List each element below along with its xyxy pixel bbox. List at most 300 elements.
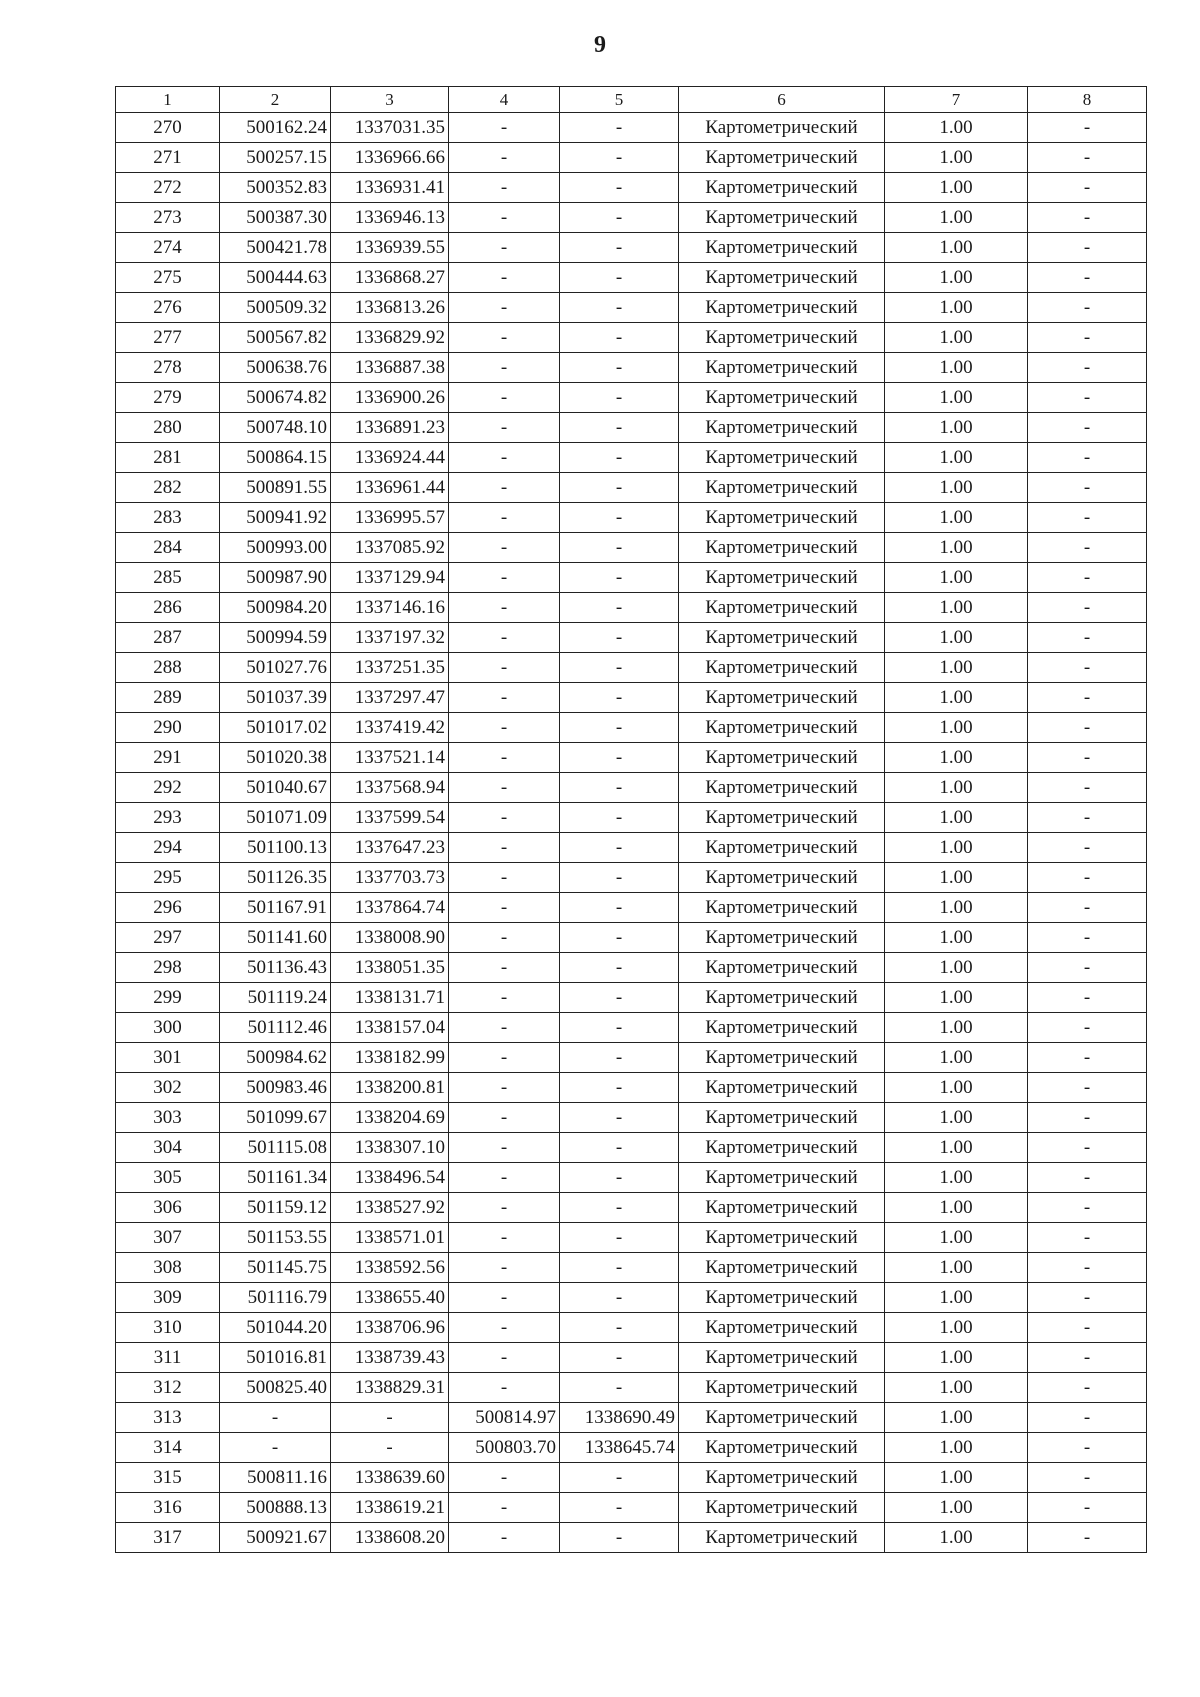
accuracy-cell: 1.00 bbox=[885, 1133, 1028, 1163]
x-coordinate-alt-cell: - bbox=[449, 683, 560, 713]
note-cell: - bbox=[1028, 473, 1147, 503]
x-coordinate-cell: 500987.90 bbox=[220, 563, 331, 593]
accuracy-cell: 1.00 bbox=[885, 263, 1028, 293]
x-coordinate-alt-cell: - bbox=[449, 143, 560, 173]
y-coordinate-cell: 1336900.26 bbox=[331, 383, 449, 413]
method-cell: Картометрический bbox=[679, 653, 885, 683]
x-coordinate-alt-cell: - bbox=[449, 1193, 560, 1223]
method-cell: Картометрический bbox=[679, 1403, 885, 1433]
accuracy-cell: 1.00 bbox=[885, 683, 1028, 713]
x-coordinate-alt-cell: - bbox=[449, 1523, 560, 1553]
method-cell: Картометрический bbox=[679, 1253, 885, 1283]
y-coordinate-cell: 1337197.32 bbox=[331, 623, 449, 653]
point-number-cell: 306 bbox=[116, 1193, 220, 1223]
point-number-cell: 274 bbox=[116, 233, 220, 263]
method-cell: Картометрический bbox=[679, 1043, 885, 1073]
accuracy-cell: 1.00 bbox=[885, 713, 1028, 743]
y-coordinate-cell: 1338131.71 bbox=[331, 983, 449, 1013]
table-row bbox=[116, 1373, 1147, 1403]
accuracy-cell: 1.00 bbox=[885, 1223, 1028, 1253]
y-coordinate-cell: 1337419.42 bbox=[331, 713, 449, 743]
point-number-cell: 317 bbox=[116, 1523, 220, 1553]
y-coordinate-alt-cell: - bbox=[560, 383, 679, 413]
table-row bbox=[116, 1493, 1147, 1523]
page-number: 9 bbox=[594, 32, 606, 58]
note-cell: - bbox=[1028, 1223, 1147, 1253]
table-row bbox=[116, 1433, 1147, 1463]
accuracy-cell: 1.00 bbox=[885, 623, 1028, 653]
table-row bbox=[116, 143, 1147, 173]
note-cell: - bbox=[1028, 1433, 1147, 1463]
y-coordinate-cell: 1337703.73 bbox=[331, 863, 449, 893]
method-cell: Картометрический bbox=[679, 923, 885, 953]
note-cell: - bbox=[1028, 683, 1147, 713]
y-coordinate-cell: 1338051.35 bbox=[331, 953, 449, 983]
accuracy-cell: 1.00 bbox=[885, 1463, 1028, 1493]
table-row bbox=[116, 773, 1147, 803]
point-number-cell: 315 bbox=[116, 1463, 220, 1493]
method-cell: Картометрический bbox=[679, 593, 885, 623]
y-coordinate-cell: 1336813.26 bbox=[331, 293, 449, 323]
note-cell: - bbox=[1028, 1253, 1147, 1283]
point-number-cell: 311 bbox=[116, 1343, 220, 1373]
table-row bbox=[116, 593, 1147, 623]
x-coordinate-alt-cell: - bbox=[449, 773, 560, 803]
accuracy-cell: 1.00 bbox=[885, 293, 1028, 323]
x-coordinate-cell: 501027.76 bbox=[220, 653, 331, 683]
x-coordinate-cell: 501040.67 bbox=[220, 773, 331, 803]
method-cell: Картометрический bbox=[679, 833, 885, 863]
x-coordinate-alt-cell: - bbox=[449, 1073, 560, 1103]
note-cell: - bbox=[1028, 503, 1147, 533]
y-coordinate-cell: 1338639.60 bbox=[331, 1463, 449, 1493]
accuracy-cell: 1.00 bbox=[885, 323, 1028, 353]
note-cell: - bbox=[1028, 623, 1147, 653]
y-coordinate-cell: 1336931.41 bbox=[331, 173, 449, 203]
column-header: 6 bbox=[679, 87, 885, 113]
method-cell: Картометрический bbox=[679, 1373, 885, 1403]
note-cell: - bbox=[1028, 1073, 1147, 1103]
x-coordinate-cell: 500984.20 bbox=[220, 593, 331, 623]
method-cell: Картометрический bbox=[679, 383, 885, 413]
point-number-cell: 283 bbox=[116, 503, 220, 533]
column-header: 1 bbox=[116, 87, 220, 113]
table-row bbox=[116, 743, 1147, 773]
method-cell: Картометрический bbox=[679, 113, 885, 143]
table-row bbox=[116, 263, 1147, 293]
table-row bbox=[116, 1133, 1147, 1163]
table-body bbox=[116, 113, 1147, 1553]
x-coordinate-cell: 500811.16 bbox=[220, 1463, 331, 1493]
y-coordinate-cell: 1336924.44 bbox=[331, 443, 449, 473]
table-row bbox=[116, 383, 1147, 413]
column-header: 2 bbox=[220, 87, 331, 113]
x-coordinate-cell: 501071.09 bbox=[220, 803, 331, 833]
x-coordinate-cell: 501136.43 bbox=[220, 953, 331, 983]
table-row bbox=[116, 683, 1147, 713]
method-cell: Картометрический bbox=[679, 203, 885, 233]
point-number-cell: 295 bbox=[116, 863, 220, 893]
y-coordinate-alt-cell: - bbox=[560, 713, 679, 743]
x-coordinate-cell: 501116.79 bbox=[220, 1283, 331, 1313]
table-header-row bbox=[116, 87, 1147, 113]
x-coordinate-cell: 501153.55 bbox=[220, 1223, 331, 1253]
y-coordinate-alt-cell: - bbox=[560, 983, 679, 1013]
y-coordinate-alt-cell: - bbox=[560, 563, 679, 593]
note-cell: - bbox=[1028, 563, 1147, 593]
accuracy-cell: 1.00 bbox=[885, 173, 1028, 203]
y-coordinate-alt-cell: - bbox=[560, 1463, 679, 1493]
x-coordinate-cell: 500941.92 bbox=[220, 503, 331, 533]
method-cell: Картометрический bbox=[679, 773, 885, 803]
y-coordinate-cell: 1338527.92 bbox=[331, 1193, 449, 1223]
x-coordinate-cell: 501119.24 bbox=[220, 983, 331, 1013]
accuracy-cell: 1.00 bbox=[885, 113, 1028, 143]
point-number-cell: 307 bbox=[116, 1223, 220, 1253]
y-coordinate-alt-cell: - bbox=[560, 113, 679, 143]
y-coordinate-alt-cell: - bbox=[560, 1373, 679, 1403]
y-coordinate-cell: 1338571.01 bbox=[331, 1223, 449, 1253]
x-coordinate-cell: 501016.81 bbox=[220, 1343, 331, 1373]
x-coordinate-alt-cell: - bbox=[449, 413, 560, 443]
x-coordinate-alt-cell: - bbox=[449, 593, 560, 623]
method-cell: Картометрический bbox=[679, 1223, 885, 1253]
x-coordinate-cell: 501159.12 bbox=[220, 1193, 331, 1223]
point-number-cell: 303 bbox=[116, 1103, 220, 1133]
x-coordinate-cell: - bbox=[220, 1433, 331, 1463]
x-coordinate-cell: 500352.83 bbox=[220, 173, 331, 203]
x-coordinate-cell: 501044.20 bbox=[220, 1313, 331, 1343]
point-number-cell: 277 bbox=[116, 323, 220, 353]
x-coordinate-cell: 500748.10 bbox=[220, 413, 331, 443]
note-cell: - bbox=[1028, 263, 1147, 293]
method-cell: Картометрический bbox=[679, 1313, 885, 1343]
y-coordinate-alt-cell: - bbox=[560, 323, 679, 353]
x-coordinate-alt-cell: - bbox=[449, 233, 560, 263]
method-cell: Картометрический bbox=[679, 533, 885, 563]
point-number-cell: 304 bbox=[116, 1133, 220, 1163]
x-coordinate-cell: 500891.55 bbox=[220, 473, 331, 503]
table-row bbox=[116, 653, 1147, 683]
y-coordinate-alt-cell: - bbox=[560, 173, 679, 203]
x-coordinate-cell: 501100.13 bbox=[220, 833, 331, 863]
table-row bbox=[116, 1523, 1147, 1553]
accuracy-cell: 1.00 bbox=[885, 1493, 1028, 1523]
point-number-cell: 294 bbox=[116, 833, 220, 863]
table-row bbox=[116, 1343, 1147, 1373]
y-coordinate-alt-cell: - bbox=[560, 1283, 679, 1313]
point-number-cell: 316 bbox=[116, 1493, 220, 1523]
accuracy-cell: 1.00 bbox=[885, 503, 1028, 533]
accuracy-cell: 1.00 bbox=[885, 653, 1028, 683]
point-number-cell: 286 bbox=[116, 593, 220, 623]
note-cell: - bbox=[1028, 1283, 1147, 1313]
accuracy-cell: 1.00 bbox=[885, 863, 1028, 893]
table-row bbox=[116, 1013, 1147, 1043]
point-number-cell: 296 bbox=[116, 893, 220, 923]
x-coordinate-alt-cell: - bbox=[449, 1043, 560, 1073]
point-number-cell: 279 bbox=[116, 383, 220, 413]
x-coordinate-alt-cell: 500814.97 bbox=[449, 1403, 560, 1433]
x-coordinate-alt-cell: - bbox=[449, 1493, 560, 1523]
accuracy-cell: 1.00 bbox=[885, 1013, 1028, 1043]
column-header: 7 bbox=[885, 87, 1028, 113]
y-coordinate-alt-cell: - bbox=[560, 1193, 679, 1223]
method-cell: Картометрический bbox=[679, 1073, 885, 1103]
y-coordinate-alt-cell: - bbox=[560, 623, 679, 653]
x-coordinate-alt-cell: - bbox=[449, 473, 560, 503]
accuracy-cell: 1.00 bbox=[885, 1253, 1028, 1283]
method-cell: Картометрический bbox=[679, 713, 885, 743]
x-coordinate-alt-cell: - bbox=[449, 293, 560, 323]
note-cell: - bbox=[1028, 233, 1147, 263]
note-cell: - bbox=[1028, 1193, 1147, 1223]
method-cell: Картометрический bbox=[679, 443, 885, 473]
x-coordinate-alt-cell: - bbox=[449, 893, 560, 923]
table-row bbox=[116, 1313, 1147, 1343]
table-row bbox=[116, 473, 1147, 503]
x-coordinate-alt-cell: - bbox=[449, 1283, 560, 1313]
x-coordinate-alt-cell: - bbox=[449, 383, 560, 413]
y-coordinate-cell: 1337129.94 bbox=[331, 563, 449, 593]
method-cell: Картометрический bbox=[679, 1013, 885, 1043]
x-coordinate-alt-cell: - bbox=[449, 1013, 560, 1043]
y-coordinate-alt-cell: - bbox=[560, 263, 679, 293]
table-row bbox=[116, 803, 1147, 833]
note-cell: - bbox=[1028, 413, 1147, 443]
point-number-cell: 300 bbox=[116, 1013, 220, 1043]
y-coordinate-cell: - bbox=[331, 1403, 449, 1433]
table-row bbox=[116, 563, 1147, 593]
point-number-cell: 297 bbox=[116, 923, 220, 953]
accuracy-cell: 1.00 bbox=[885, 233, 1028, 263]
method-cell: Картометрический bbox=[679, 1103, 885, 1133]
x-coordinate-cell: 501141.60 bbox=[220, 923, 331, 953]
point-number-cell: 285 bbox=[116, 563, 220, 593]
y-coordinate-cell: - bbox=[331, 1433, 449, 1463]
point-number-cell: 310 bbox=[116, 1313, 220, 1343]
x-coordinate-alt-cell: - bbox=[449, 113, 560, 143]
x-coordinate-cell: 500509.32 bbox=[220, 293, 331, 323]
point-number-cell: 291 bbox=[116, 743, 220, 773]
x-coordinate-alt-cell: - bbox=[449, 1463, 560, 1493]
accuracy-cell: 1.00 bbox=[885, 593, 1028, 623]
y-coordinate-alt-cell: - bbox=[560, 743, 679, 773]
table-row bbox=[116, 503, 1147, 533]
table-row bbox=[116, 173, 1147, 203]
method-cell: Картометрический bbox=[679, 863, 885, 893]
x-coordinate-alt-cell: - bbox=[449, 653, 560, 683]
column-header: 3 bbox=[331, 87, 449, 113]
y-coordinate-cell: 1338706.96 bbox=[331, 1313, 449, 1343]
x-coordinate-alt-cell: - bbox=[449, 983, 560, 1013]
y-coordinate-alt-cell: - bbox=[560, 863, 679, 893]
table-row bbox=[116, 893, 1147, 923]
y-coordinate-alt-cell: - bbox=[560, 1343, 679, 1373]
x-coordinate-alt-cell: - bbox=[449, 1313, 560, 1343]
y-coordinate-alt-cell: - bbox=[560, 473, 679, 503]
table-row bbox=[116, 1223, 1147, 1253]
accuracy-cell: 1.00 bbox=[885, 1373, 1028, 1403]
y-coordinate-cell: 1336891.23 bbox=[331, 413, 449, 443]
table-row bbox=[116, 1103, 1147, 1133]
x-coordinate-alt-cell: - bbox=[449, 1343, 560, 1373]
y-coordinate-alt-cell: - bbox=[560, 353, 679, 383]
x-coordinate-alt-cell: - bbox=[449, 803, 560, 833]
y-coordinate-cell: 1336868.27 bbox=[331, 263, 449, 293]
y-coordinate-cell: 1336939.55 bbox=[331, 233, 449, 263]
y-coordinate-cell: 1338008.90 bbox=[331, 923, 449, 953]
x-coordinate-cell: 501017.02 bbox=[220, 713, 331, 743]
y-coordinate-cell: 1336995.57 bbox=[331, 503, 449, 533]
x-coordinate-cell: 500984.62 bbox=[220, 1043, 331, 1073]
method-cell: Картометрический bbox=[679, 1463, 885, 1493]
y-coordinate-cell: 1338739.43 bbox=[331, 1343, 449, 1373]
method-cell: Картометрический bbox=[679, 1193, 885, 1223]
accuracy-cell: 1.00 bbox=[885, 923, 1028, 953]
x-coordinate-alt-cell: - bbox=[449, 863, 560, 893]
x-coordinate-alt-cell: 500803.70 bbox=[449, 1433, 560, 1463]
accuracy-cell: 1.00 bbox=[885, 953, 1028, 983]
accuracy-cell: 1.00 bbox=[885, 833, 1028, 863]
x-coordinate-alt-cell: - bbox=[449, 323, 560, 353]
x-coordinate-cell: 501112.46 bbox=[220, 1013, 331, 1043]
y-coordinate-cell: 1338829.31 bbox=[331, 1373, 449, 1403]
x-coordinate-cell: 500638.76 bbox=[220, 353, 331, 383]
table-row bbox=[116, 623, 1147, 653]
accuracy-cell: 1.00 bbox=[885, 1403, 1028, 1433]
method-cell: Картометрический bbox=[679, 1523, 885, 1553]
table-row bbox=[116, 713, 1147, 743]
table-row bbox=[116, 923, 1147, 953]
x-coordinate-alt-cell: - bbox=[449, 833, 560, 863]
method-cell: Картометрический bbox=[679, 1343, 885, 1373]
method-cell: Картометрический bbox=[679, 413, 885, 443]
x-coordinate-cell: 501020.38 bbox=[220, 743, 331, 773]
table-row bbox=[116, 353, 1147, 383]
accuracy-cell: 1.00 bbox=[885, 1163, 1028, 1193]
y-coordinate-alt-cell: - bbox=[560, 773, 679, 803]
y-coordinate-cell: 1338592.56 bbox=[331, 1253, 449, 1283]
method-cell: Картометрический bbox=[679, 173, 885, 203]
y-coordinate-cell: 1338200.81 bbox=[331, 1073, 449, 1103]
note-cell: - bbox=[1028, 713, 1147, 743]
y-coordinate-cell: 1337146.16 bbox=[331, 593, 449, 623]
point-number-cell: 281 bbox=[116, 443, 220, 473]
y-coordinate-alt-cell: - bbox=[560, 683, 679, 713]
note-cell: - bbox=[1028, 143, 1147, 173]
method-cell: Картометрический bbox=[679, 353, 885, 383]
table-row bbox=[116, 1403, 1147, 1433]
x-coordinate-alt-cell: - bbox=[449, 533, 560, 563]
y-coordinate-alt-cell: - bbox=[560, 1253, 679, 1283]
note-cell: - bbox=[1028, 1373, 1147, 1403]
note-cell: - bbox=[1028, 833, 1147, 863]
point-number-cell: 290 bbox=[116, 713, 220, 743]
y-coordinate-cell: 1338608.20 bbox=[331, 1523, 449, 1553]
x-coordinate-alt-cell: - bbox=[449, 1133, 560, 1163]
point-number-cell: 282 bbox=[116, 473, 220, 503]
x-coordinate-cell: 500825.40 bbox=[220, 1373, 331, 1403]
y-coordinate-cell: 1338655.40 bbox=[331, 1283, 449, 1313]
method-cell: Картометрический bbox=[679, 953, 885, 983]
x-coordinate-alt-cell: - bbox=[449, 623, 560, 653]
note-cell: - bbox=[1028, 1043, 1147, 1073]
x-coordinate-alt-cell: - bbox=[449, 353, 560, 383]
point-number-cell: 276 bbox=[116, 293, 220, 323]
note-cell: - bbox=[1028, 203, 1147, 233]
x-coordinate-alt-cell: - bbox=[449, 503, 560, 533]
y-coordinate-cell: 1338496.54 bbox=[331, 1163, 449, 1193]
method-cell: Картометрический bbox=[679, 473, 885, 503]
x-coordinate-alt-cell: - bbox=[449, 1373, 560, 1403]
accuracy-cell: 1.00 bbox=[885, 1343, 1028, 1373]
note-cell: - bbox=[1028, 443, 1147, 473]
method-cell: Картометрический bbox=[679, 143, 885, 173]
x-coordinate-cell: 500421.78 bbox=[220, 233, 331, 263]
y-coordinate-cell: 1337521.14 bbox=[331, 743, 449, 773]
y-coordinate-cell: 1338204.69 bbox=[331, 1103, 449, 1133]
x-coordinate-cell: 500387.30 bbox=[220, 203, 331, 233]
y-coordinate-cell: 1337085.92 bbox=[331, 533, 449, 563]
point-number-cell: 273 bbox=[116, 203, 220, 233]
table-row bbox=[116, 863, 1147, 893]
note-cell: - bbox=[1028, 173, 1147, 203]
accuracy-cell: 1.00 bbox=[885, 1073, 1028, 1103]
accuracy-cell: 1.00 bbox=[885, 563, 1028, 593]
point-number-cell: 278 bbox=[116, 353, 220, 383]
accuracy-cell: 1.00 bbox=[885, 983, 1028, 1013]
note-cell: - bbox=[1028, 953, 1147, 983]
accuracy-cell: 1.00 bbox=[885, 473, 1028, 503]
y-coordinate-alt-cell: - bbox=[560, 923, 679, 953]
x-coordinate-cell: 500994.59 bbox=[220, 623, 331, 653]
x-coordinate-cell: 501167.91 bbox=[220, 893, 331, 923]
y-coordinate-alt-cell: - bbox=[560, 143, 679, 173]
x-coordinate-alt-cell: - bbox=[449, 563, 560, 593]
method-cell: Картометрический bbox=[679, 1493, 885, 1523]
y-coordinate-alt-cell: - bbox=[560, 1103, 679, 1133]
note-cell: - bbox=[1028, 653, 1147, 683]
point-number-cell: 301 bbox=[116, 1043, 220, 1073]
table-row bbox=[116, 953, 1147, 983]
accuracy-cell: 1.00 bbox=[885, 1103, 1028, 1133]
y-coordinate-alt-cell: - bbox=[560, 1163, 679, 1193]
note-cell: - bbox=[1028, 323, 1147, 353]
point-number-cell: 280 bbox=[116, 413, 220, 443]
x-coordinate-cell: 500674.82 bbox=[220, 383, 331, 413]
y-coordinate-alt-cell: 1338645.74 bbox=[560, 1433, 679, 1463]
y-coordinate-alt-cell: - bbox=[560, 503, 679, 533]
method-cell: Картометрический bbox=[679, 893, 885, 923]
table-row bbox=[116, 1463, 1147, 1493]
x-coordinate-cell: 500864.15 bbox=[220, 443, 331, 473]
y-coordinate-cell: 1338307.10 bbox=[331, 1133, 449, 1163]
x-coordinate-cell: 500921.67 bbox=[220, 1523, 331, 1553]
x-coordinate-cell: 500888.13 bbox=[220, 1493, 331, 1523]
point-number-cell: 312 bbox=[116, 1373, 220, 1403]
point-number-cell: 305 bbox=[116, 1163, 220, 1193]
x-coordinate-cell: 501115.08 bbox=[220, 1133, 331, 1163]
note-cell: - bbox=[1028, 1463, 1147, 1493]
y-coordinate-alt-cell: - bbox=[560, 1523, 679, 1553]
x-coordinate-cell: 500983.46 bbox=[220, 1073, 331, 1103]
x-coordinate-alt-cell: - bbox=[449, 203, 560, 233]
table-row bbox=[116, 1253, 1147, 1283]
method-cell: Картометрический bbox=[679, 623, 885, 653]
accuracy-cell: 1.00 bbox=[885, 1433, 1028, 1463]
x-coordinate-cell: 501126.35 bbox=[220, 863, 331, 893]
